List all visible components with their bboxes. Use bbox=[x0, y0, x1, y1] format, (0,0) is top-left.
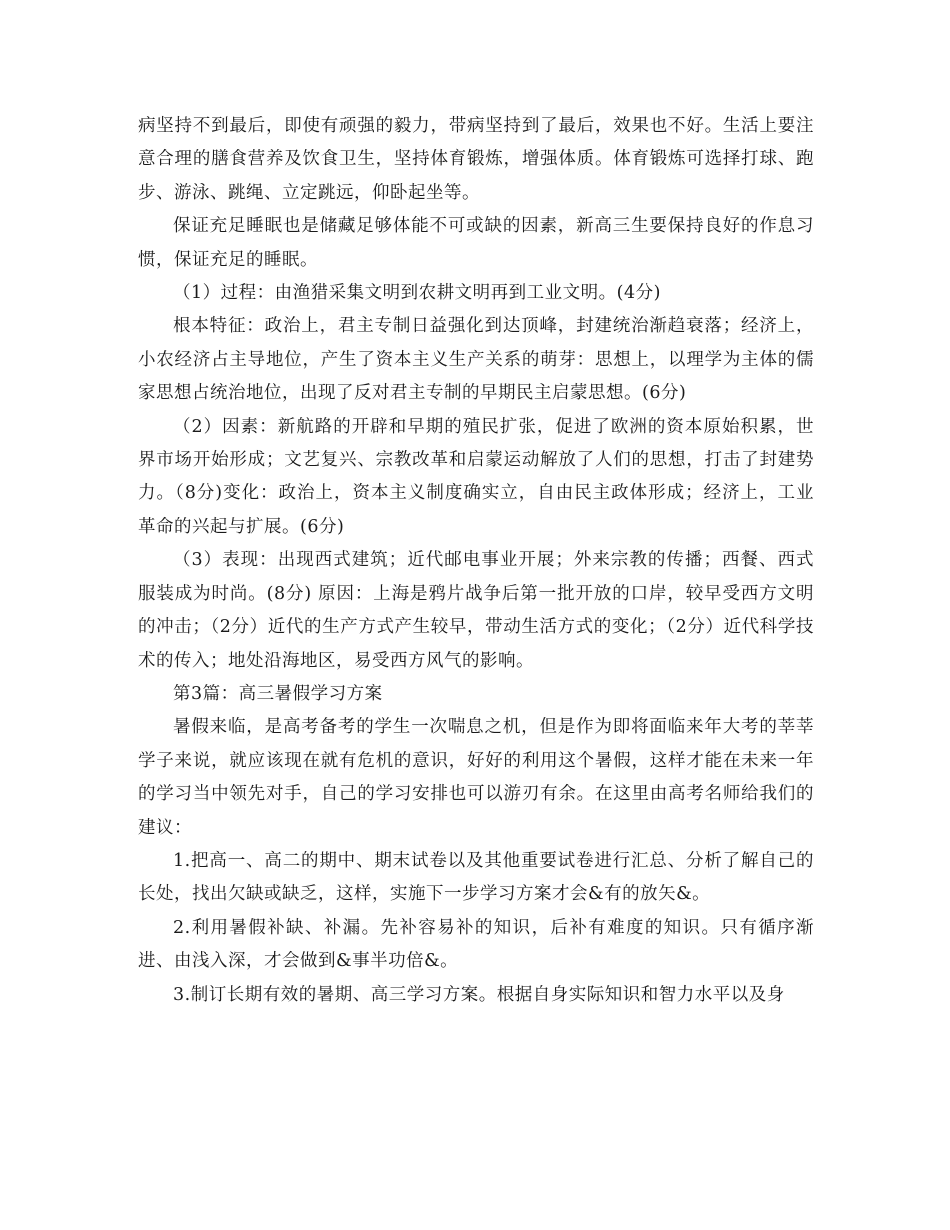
list-item-2: 2.利用暑假补缺、补漏。先补容易补的知识，后补有难度的知识。只有循序渐进、由浅入深，才会做到&事半功倍&。 bbox=[138, 917, 814, 972]
paragraph-1: 病坚持不到最后，即使有顽强的毅力，带病坚持到了最后，效果也不好。生活上要注意合理的膳食营养及饮食卫生，坚持体育锻炼，增强体质。体育锻炼可选择打球、跑步、游泳、跳绳、立定跳远，仰卧起坐等。 bbox=[138, 116, 814, 203]
list-item-3: 3.制订长期有效的暑期、高三学习方案。根据自身实际知识和智力水平以及身 bbox=[173, 984, 785, 1005]
paragraph-4: 根本特征：政治上，君主专制日益强化到达顶峰，封建统治渐趋衰落；经济上，小农经济占主导地位，产生了资本主义生产关系的萌芽：思想上，以理学为主体的儒家思想占统治地位，出现了反对君主专制的早期民主启蒙思想。(6分) bbox=[138, 316, 814, 404]
list-item-1: 1.把高一、高二的期中、期末试卷以及其他重要试卷进行汇总、分析了解自己的长处，找出欠缺或缺乏，这样，实施下一步学习方案才会&有的放矢&。 bbox=[138, 850, 814, 905]
paragraph-2: 保证充足睡眠也是储藏足够体能不可或缺的因素，新高三生要保持良好的作息习惯，保证充足的睡眠。 bbox=[138, 216, 814, 270]
document-body bbox=[138, 110, 814, 1012]
section-heading: 第3篇：高三暑假学习方案 bbox=[173, 683, 383, 704]
paragraph-3: （1）过程：由渔猎采集文明到农耕文明再到工业文明。(4分) bbox=[173, 283, 661, 304]
paragraph-8: 暑假来临，是高考备考的学生一次喘息之机，但是作为即将面临来年大考的莘莘学子来说，就应该现在就有危机的意识，好好的利用这个暑假，这样才能在未来一年的学习当中领先对手，自己的学习安排也可以游刃有余。在这里由高考名师给我们的建议： bbox=[138, 717, 814, 838]
paragraph-5: （2）因素：新航路的开辟和早期的殖民扩张，促进了欧洲的资本原始积累，世界市场开始形成；文艺复兴、宗教改革和启蒙运动解放了人们的思想，打击了封建势力。（8分)变化：政治上，资本主义制度确实立，自由民主政体形成；经济上，工业革命的兴起与扩展。(6分) bbox=[138, 416, 814, 537]
paragraph-6: （3）表现：出现西式建筑；近代邮电事业开展；外来宗教的传播；西餐、西式服装成为时尚。(8分) 原因：上海是鸦片战争后第一批开放的口岸，较早受西方文明的冲击；（2分）近代的生产方式产生较早，带动生活方式的变化；（2分）近代科学技术的传入；地处沿海地区，易受西方风气的影响。 bbox=[138, 550, 814, 671]
